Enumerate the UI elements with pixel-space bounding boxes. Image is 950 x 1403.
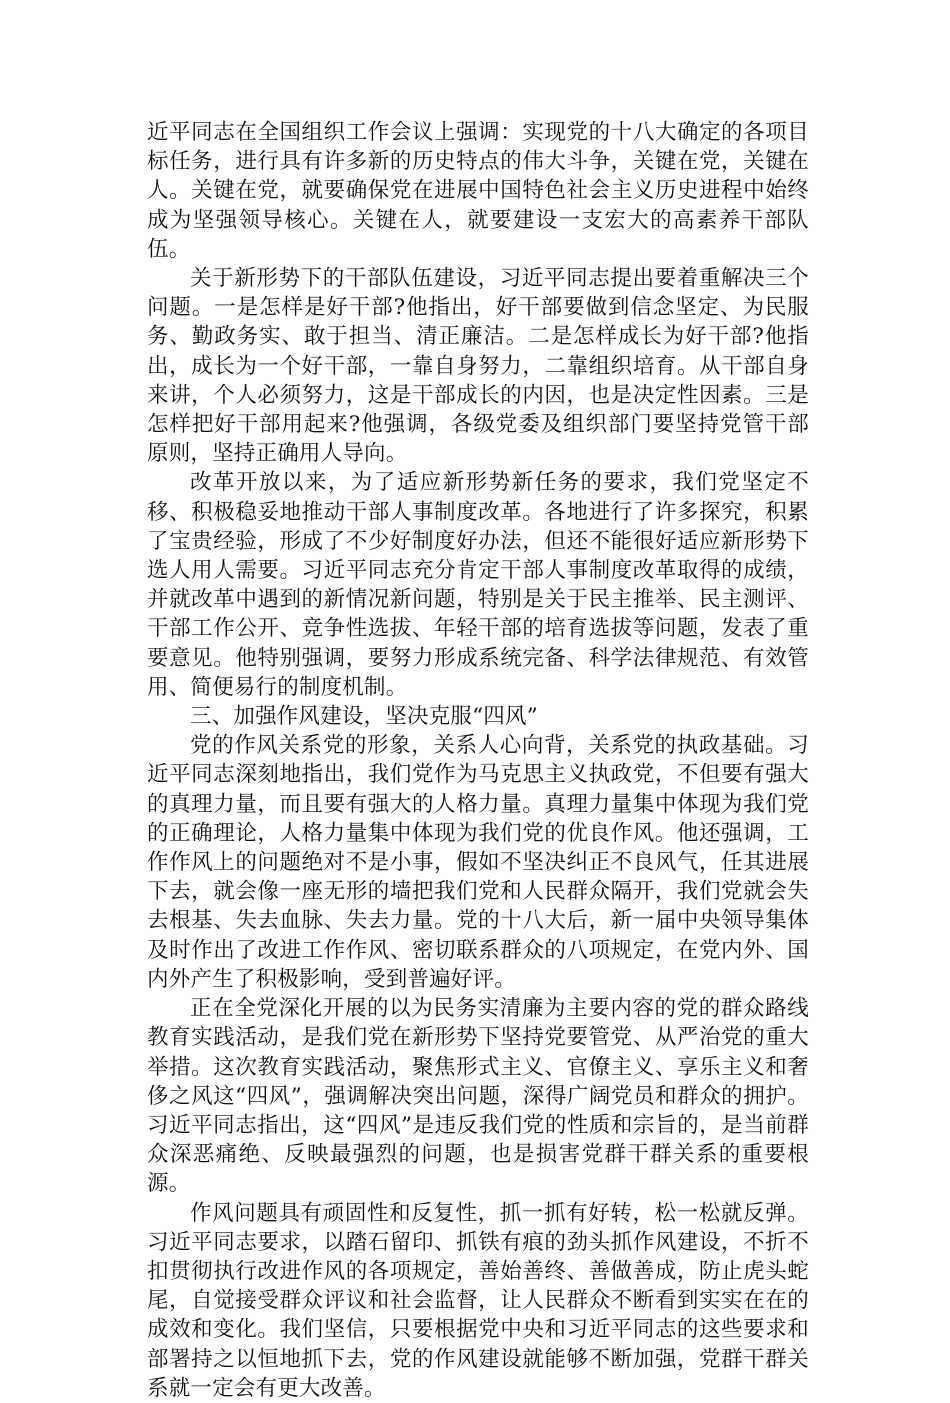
section-heading: 三、加强作风建设，坚决克服“四风” — [190, 704, 538, 730]
document-page — [147, 118, 809, 1403]
paragraph-6: 作风问题具有顽固性和反复性，抓一抓有好转，松一松就反弹。习近平同志要求，以踏石留印、抓铁有痕的劲头抓作风建设，不折不扣贯彻执行改进作风的各项规定，善始善终、善做善成，防止虎头蛇尾，自觉接受群众评议和社会监督，让人民群众不断看到实实在在的成效和变化。我们坚信，只要根据党中央和习近平同志的这些要求和部署持之以恒地抓下去，党的作风建设就能够不断加强，党群干群关系就一定会有更大改善。 — [147, 1200, 809, 1401]
paragraph-1: 近平同志在全国组织工作会议上强调：实现党的十八大确定的各项目标任务，进行具有许多新的历史特点的伟大斗争，关键在党，关键在人。关键在党，就要确保党在进展中国特色社会主义历史进程中始终成为坚强领导核心。关键在人，就要建设一支宏大的高素养干部队伍。 — [147, 120, 809, 262]
paragraph-5: 正在全党深化开展的以为民务实清廉为主要内容的党的群众路线教育实践活动，是我们党在新形势下坚持党要管党、从严治党的重大举措。这次教育实践活动，聚焦形式主义、官僚主义、享乐主义和奢侈之风这“四风”，强调解决突出问题，深得广阔党员和群众的拥护。习近平同志指出，这“四风”是违反我们党的性质和宗旨的，是当前群众深恶痛绝、反映最强烈的问题，也是损害党群干群关系的重要根源。 — [147, 996, 809, 1197]
paragraph-2: 关于新形势下的干部队伍建设，习近平同志提出要着重解决三个问题。一是怎样是好干部?他指出，好干部要做到信念坚定、为民服务、勤政务实、敢于担当、清正廉洁。二是怎样成长为好干部?他指出，成长为一个好干部，一靠自身努力，二靠组织培育。从干部自身来讲，个人必须努力，这是干部成长的内因，也是决定性因素。三是怎样把好干部用起来?他强调，各级党委及组织部门要坚持党管干部原则，坚持正确用人导向。 — [147, 266, 809, 467]
paragraph-4: 党的作风关系党的形象，关系人心向背，关系党的执政基础。习近平同志深刻地指出，我们党作为马克思主义执政党，不但要有强大的真理力量，而且要有强大的人格力量。真理力量集中体现为我们党的正确理论，人格力量集中体现为我们党的优良作风。他还强调，工作作风上的问题绝对不是小事，假如不坚决纠正不良风气，任其进展下去，就会像一座无形的墙把我们党和人民群众隔开，我们党就会失去根基、失去血脉、失去力量。党的十八大后，新一届中央领导集体及时作出了改进工作作风、密切联系群众的八项规定，在党内外、国内外产生了积极影响，受到普遍好评。 — [147, 733, 809, 992]
paragraph-3: 改革开放以来，为了适应新形势新任务的要求，我们党坚定不移、积极稳妥地推动干部人事制度改革。各地进行了许多探究，积累了宝贵经验，形成了不少好制度好办法，但还不能很好适应新形势下选人用人需要。习近平同志充分肯定干部人事制度改革取得的成绩，并就改革中遇到的新情况新问题，特别是关于民主推举、民主测评、干部工作公开、竞争性选拔、年轻干部的培育选拔等问题，发表了重要意见。他特别强调，要努力形成系统完备、科学法律规范、有效管用、简便易行的制度机制。 — [147, 470, 809, 700]
